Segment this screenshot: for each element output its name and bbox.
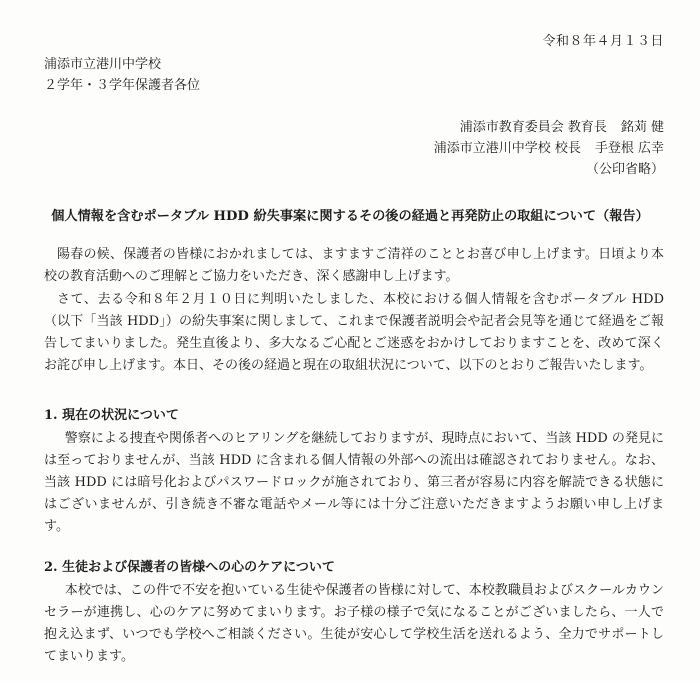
intro-paragraph-1 [44, 244, 664, 288]
sender-2-name: 手登根 広幸 [594, 141, 664, 156]
document-title: 個人情報を含むポータブル HDD 紛失事案に関するその後の経過と再発防止の取組について（報告） [51, 209, 649, 224]
sender-line-2 [434, 138, 664, 159]
sender-line-1 [434, 117, 664, 138]
document-date: 令和８年４月１３日 [542, 34, 664, 49]
recipient-block [44, 54, 200, 96]
seal-note: （公印省略） [585, 162, 664, 177]
section-1-body: 警察による捜査や関係者へのヒアリングを継続しておりますが、現時点において、当該 HDD の発見には至っておりませんが、当該 HDD に含まれる個人情報の外部への流出は確認されておりません。なお、当該 HDD には暗号化およびパスワードロックが施されており、第三者が容易に内容を解読できる状態にはございませんが、引き続き不審な電話やメール等には十分ご注意いただきますようお願い申し上げます。 [44, 431, 664, 534]
intro-p1-text: 陽春の候、保護者の皆様におかれましては、ますますご清祥のこととお喜び申し上げます。日頃より本校の教育活動へのご理解とご協力をいただき、深く感謝申し上げます。 [44, 247, 664, 284]
intro-paragraph-2 [44, 289, 664, 377]
section-2-body: 本校では、この件で不安を抱いている生徒や保護者の皆様に対して、本校教職員およびスクールカウンセラーが連携し、心のケアに努めてまいります。お子様の様子で気になることがございましたら、一人で抱え込まず、いつでも学校へご相談ください。生徒が安心して学校生活を送れるよう、全力でサポートしてまいります。 [44, 583, 664, 664]
sender-1-org: 浦添市教育委員会 教育長 [459, 120, 607, 135]
recipient-school: 浦添市立港川中学校 [44, 57, 162, 72]
sender-2-org: 浦添市立港川中学校 校長 [433, 141, 581, 156]
sender-block [434, 117, 664, 180]
intro-p2-text: さて、去る令和８年２月１０日に判明いたしました、本校における個人情報を含むポータブル HDD（以下「当該 HDD」）の紛失事案に関しまして、これまで保護者説明会や記者会見等を通じて経過をご報告してまいりました。発生直後より、多大なるご心配とご迷惑をおかけしておりますことを、改めて深くお詫び申し上げます。本日、その後の経過と現在の取組状況について、以下のとおりご報告いたします。 [44, 292, 664, 373]
sender-1-name: 銘苅 健 [620, 120, 664, 135]
section-2-heading: 2. 生徒および保護者の皆様への心のケアについて [44, 560, 335, 575]
section-1-heading: 1. 現在の状況について [44, 408, 179, 423]
recipient-group: ２学年・３学年保護者各位 [44, 78, 201, 93]
